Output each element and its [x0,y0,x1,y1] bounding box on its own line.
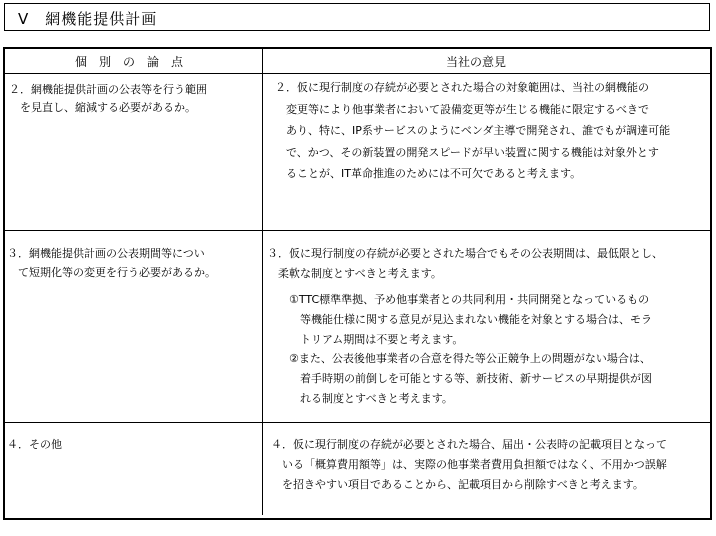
opinion-cell-3-point-2: ②また、公表後他事業者の合意を得た等公正競争上の問題がない場合は、 着手時期の前倒しを可能とする等、新技術、新サービスの早期提供が図 れる制度とすべきと考えます。 [289,352,652,405]
row-divider [5,230,710,231]
section-title: Ⅴ 網機能提供計画 [18,10,158,28]
column-divider [262,49,263,515]
row-divider [5,422,710,423]
column-header-opinion: 当社の意見 [446,55,507,69]
opinion-cell-4: ４．仮に現行制度の存続が必要とされた場合、届出・公表時の記載項目となって いる「概算費用額等」は、実際の他事業者費用負担額ではなく、不用かつ誤解 を招きやすい項目であることから、記載項目から削除すべきと考えます。 [271,438,667,491]
header-divider [5,73,710,74]
column-header-issues: 個 別 の 論 点 [75,55,184,69]
opinion-cell-2: ２．仮に現行制度の存続が必要とされた場合の対象範囲は、当社の網機能の 変更等により他事業者において設備変更等が生じる機能に限定するべきで あり、特に、IP系サービスのようにベンダ主導で開発され、誰でもが調達可能 で、かつ、その新装置の開発スピードが早い装置に関する機能は対象外とす ることが、IT革命推進のためには不可欠であると考えます。 [275,81,671,180]
issue-cell-2: ２．網機能提供計画の公表等を行う範囲 を見直し、縮減する必要があるか。 [9,83,207,114]
issues-table [3,47,712,520]
section-title-box [4,3,710,31]
issue-cell-4: ４．その他 [7,438,62,451]
opinion-cell-3-point-1: ①TTC標準準拠、予め他事業者との共同利用・共同開発となっているもの 等機能仕様に関する意見が見込まれない機能を対象とする場合は、モラ トリアム期間は不要と考えます。 [289,293,652,346]
opinion-cell-3: ３．仮に現行制度の存続が必要とされた場合でもその公表期間は、最低限とし、 柔軟な制度とすべきと考えます。 [267,247,663,280]
issue-cell-3: ３．網機能提供計画の公表期間等につい て短期化等の変更を行う必要があるか。 [7,247,216,279]
